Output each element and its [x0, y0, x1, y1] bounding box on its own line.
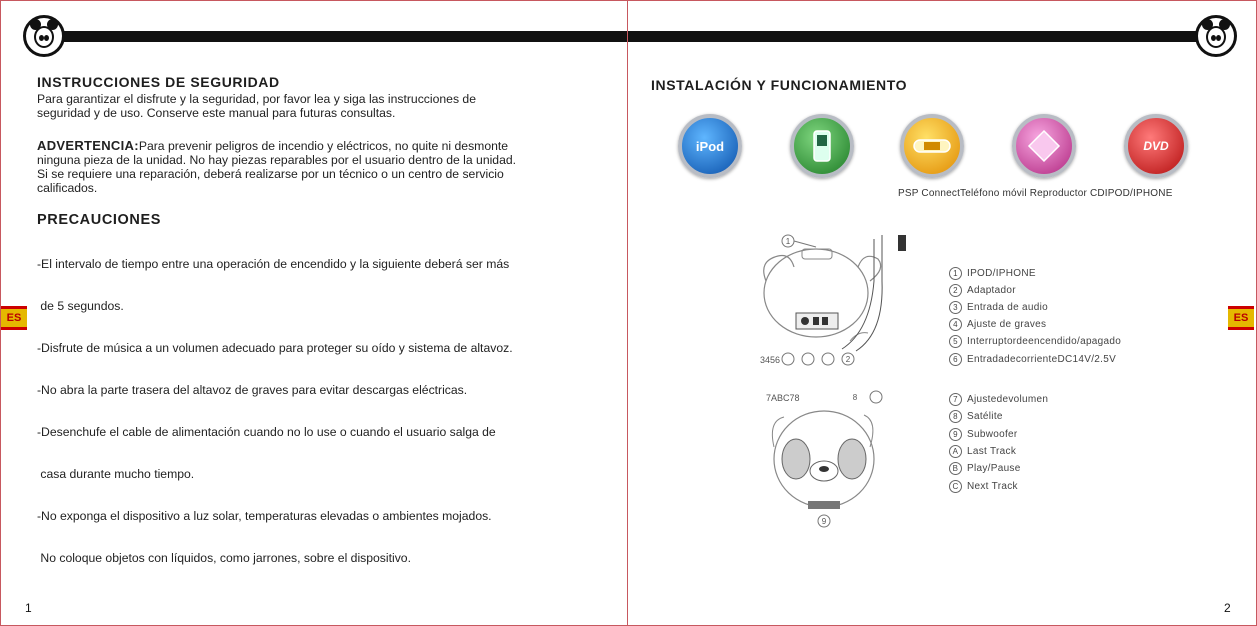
legend-item	[949, 335, 1121, 348]
precautions-list	[37, 229, 513, 593]
page-number: 1	[25, 601, 32, 615]
legend-item	[949, 393, 1048, 406]
mobile-phone-icon	[790, 114, 854, 178]
legend-item	[949, 428, 1018, 441]
precaution-line: casa durante mucho tiempo.	[37, 467, 195, 481]
precaution-line: -Desenchufe el cable de alimentación cuando no lo use o cuando el usuario salga de	[37, 425, 496, 439]
header-bar	[39, 31, 627, 42]
speaker-front-diagram	[766, 387, 896, 537]
warning-text	[37, 139, 516, 195]
callout-row: 3456	[760, 355, 781, 365]
legend-item	[949, 267, 1036, 280]
callout-2: 2	[845, 355, 851, 364]
legend-label: Next Track	[967, 481, 1018, 492]
dvd-icon	[1124, 114, 1188, 178]
legend-item	[949, 410, 1003, 423]
legend-label: Last Track	[967, 446, 1017, 457]
language-tab: ES	[1228, 306, 1254, 330]
precaution-line: No coloque objetos con líquidos, como jarrones, sobre el dispositivo.	[37, 551, 411, 565]
legend-number: 5	[949, 335, 962, 348]
panda-logo-icon	[1195, 15, 1237, 57]
header-bar	[628, 31, 1212, 42]
legend-number: 2	[949, 284, 962, 297]
legend-label: Ajuste de graves	[967, 319, 1047, 330]
legend-label: Subwoofer	[967, 429, 1018, 440]
safety-heading: INSTRUCCIONES DE SEGURIDAD	[37, 74, 280, 90]
installation-heading: INSTALACIÓN Y FUNCIONAMIENTO	[651, 77, 908, 93]
precaution-line: -El intervalo de tiempo entre una operación de encendido y la siguiente deberá ser más	[37, 257, 510, 271]
panda-logo-icon	[23, 15, 65, 57]
page-number: 2	[1224, 601, 1231, 615]
legend-number: C	[949, 480, 962, 493]
precaution-line: -Disfrute de música a un volumen adecuado para proteger su oído y sistema de altavoz.	[37, 341, 513, 355]
safety-text-line: Para garantizar el disfrute y la seguridad, por favor lea y siga las instrucciones de	[37, 92, 476, 106]
precaution-line: -No exponga el dispositivo a luz solar, temperaturas elevadas o ambientes mojados.	[37, 509, 492, 523]
warning-line: Si se requiere una reparación, deberá realizarse por un técnico o un centro de servicio	[37, 167, 504, 181]
legend-item	[949, 301, 1048, 314]
callout-row-front: 7ABC78	[766, 393, 800, 403]
callout-1: 1	[785, 237, 791, 246]
legend-label: Adaptador	[967, 285, 1016, 296]
legend-item	[949, 353, 1116, 366]
callout-9: 9	[821, 517, 827, 526]
legend-item	[949, 480, 1018, 493]
cd-player-icon	[1012, 114, 1076, 178]
legend-label: IPOD/IPHONE	[967, 268, 1036, 279]
legend-item	[949, 445, 1016, 458]
legend-number: 6	[949, 353, 962, 366]
psp-icon	[900, 114, 964, 178]
precaution-line: de 5 segundos.	[37, 299, 124, 313]
legend-number: 4	[949, 318, 962, 331]
left-page	[0, 0, 627, 626]
legend-number: 1	[949, 267, 962, 280]
warning-first-line: Para prevenir peligros de incendio y eléctricos, no quite ni desmonte	[138, 139, 509, 153]
legend-item	[949, 318, 1046, 331]
warning-line: calificados.	[37, 181, 98, 195]
legend-number: 3	[949, 301, 962, 314]
safety-text-line: seguridad y de uso. Conserve este manual para futuras consultas.	[37, 106, 396, 120]
speaker-back-diagram	[758, 221, 908, 371]
precautions-heading: PRECAUCIONES	[37, 212, 162, 228]
icons-caption: PSP ConnectTeléfono móvil Reproductor CDIPOD/IPHONE	[898, 188, 1173, 199]
legend-label: Interruptordeencendido/apagado	[967, 336, 1122, 347]
svg-text:DVD: DVD	[1143, 139, 1169, 153]
callout-8: 8	[852, 393, 858, 402]
legend-label: Ajustedevolumen	[967, 394, 1049, 405]
legend-item	[949, 284, 1016, 297]
safety-text	[37, 92, 476, 120]
legend-label: Satélite	[967, 411, 1003, 422]
ipod-icon	[678, 114, 742, 178]
legend-item	[949, 462, 1021, 475]
legend-number: 7	[949, 393, 962, 406]
legend-number: 8	[949, 410, 962, 423]
language-tab: ES	[1, 306, 27, 330]
warning-line: ninguna pieza de la unidad. No hay piezas reparables por el usuario dentro de la unidad.	[37, 153, 517, 167]
right-page	[627, 0, 1257, 626]
legend-label: Play/Pause	[967, 463, 1021, 474]
legend-number: B	[949, 462, 962, 475]
warning-label: ADVERTENCIA:	[37, 138, 139, 153]
legend-number: A	[949, 445, 962, 458]
legend-label: EntradadecorrienteDC14V/2.5V	[967, 354, 1117, 365]
precaution-line: -No abra la parte trasera del altavoz de graves para evitar descargas eléctricas.	[37, 383, 468, 397]
ipod-icon-label: iPod	[695, 138, 725, 154]
legend-number: 9	[949, 428, 962, 441]
legend-label: Entrada de audio	[967, 302, 1048, 313]
